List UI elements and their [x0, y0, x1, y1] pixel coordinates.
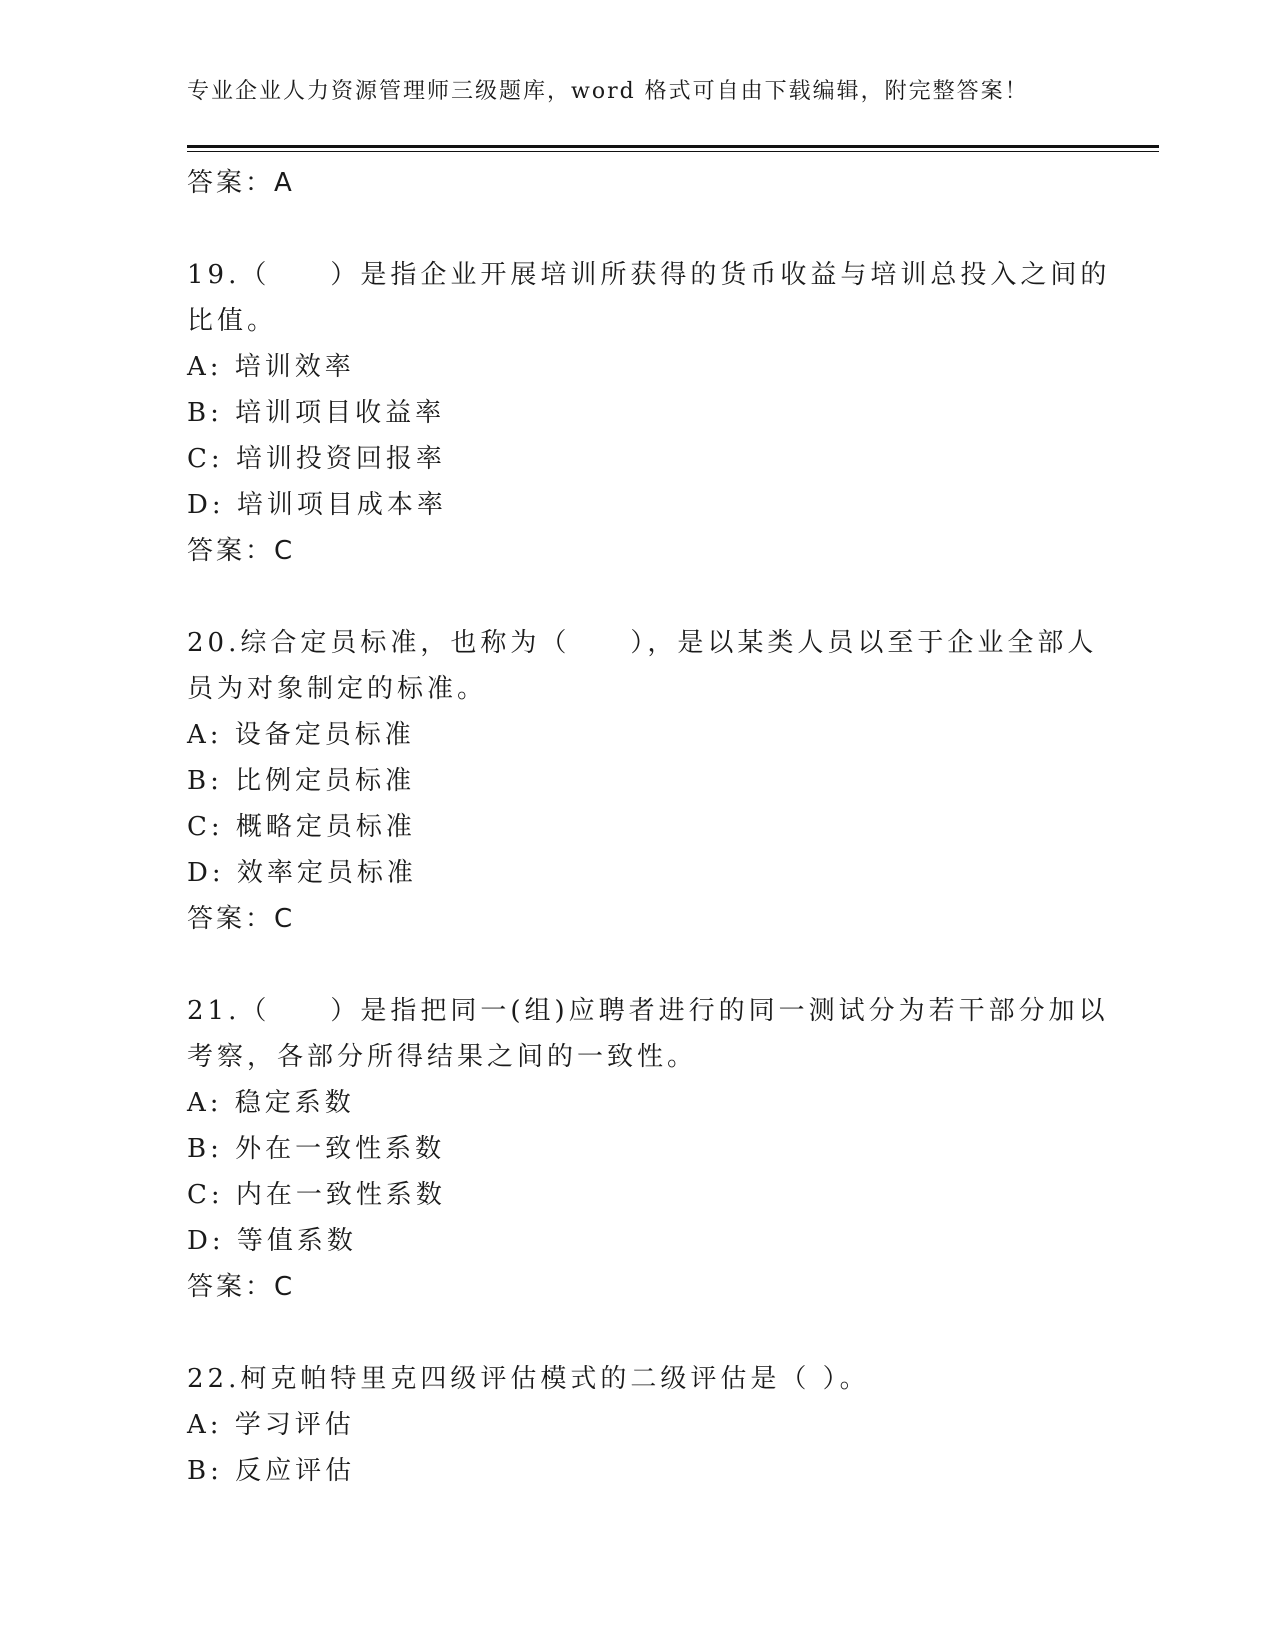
- question-stem: 21.（ ）是指把同一(组)应聘者进行的同一测试分为若干部分加以: [187, 996, 1109, 1026]
- option-a: A: 稳定系数: [187, 1088, 355, 1118]
- answer-line: 答案：A: [187, 168, 295, 198]
- option-b: B: 培训项目收益率: [187, 398, 446, 428]
- option-b: B: 反应评估: [187, 1456, 356, 1486]
- question-stem: 22.柯克帕特里克四级评估模式的二级评估是（ ）。: [187, 1364, 870, 1394]
- question-content: [187, 160, 1111, 1494]
- header-rule-thin: [187, 151, 1159, 152]
- option-c: C: 内在一致性系数: [187, 1180, 446, 1210]
- option-b: B: 外在一致性系数: [187, 1134, 446, 1164]
- option-c: C: 概略定员标准: [187, 812, 416, 842]
- question-stem: 20.综合定员标准，也称为（ ），是以某类人员以至于企业全部人: [187, 628, 1098, 658]
- question-stem: 比值。: [187, 306, 278, 336]
- option-b: B: 比例定员标准: [187, 766, 416, 796]
- answer-line: 答案：C: [187, 904, 296, 934]
- option-d: D: 效率定员标准: [187, 858, 417, 888]
- page-header: 专业企业人力资源管理师三级题库，word 格式可自由下载编辑，附完整答案！: [187, 79, 1029, 104]
- answer-line: 答案：C: [187, 536, 296, 566]
- question-stem: 考察，各部分所得结果之间的一致性。: [187, 1042, 698, 1072]
- question-stem: 19.（ ）是指企业开展培训所获得的货币收益与培训总投入之间的: [187, 260, 1111, 290]
- option-c: C: 培训投资回报率: [187, 444, 446, 474]
- option-d: D: 等值系数: [187, 1226, 357, 1256]
- option-a: A: 学习评估: [187, 1410, 355, 1440]
- option-a: A: 设备定员标准: [187, 720, 415, 750]
- question-block: [187, 988, 1109, 1310]
- option-a: A: 培训效率: [187, 352, 355, 382]
- question-block: [187, 252, 1111, 574]
- option-d: D: 培训项目成本率: [187, 490, 447, 520]
- answer-line: 答案：C: [187, 1272, 296, 1302]
- header-rule-thick: [187, 145, 1159, 148]
- question-block: [187, 1356, 1087, 1494]
- question-stem: 员为对象制定的标准。: [187, 674, 488, 704]
- question-block: [187, 620, 1098, 942]
